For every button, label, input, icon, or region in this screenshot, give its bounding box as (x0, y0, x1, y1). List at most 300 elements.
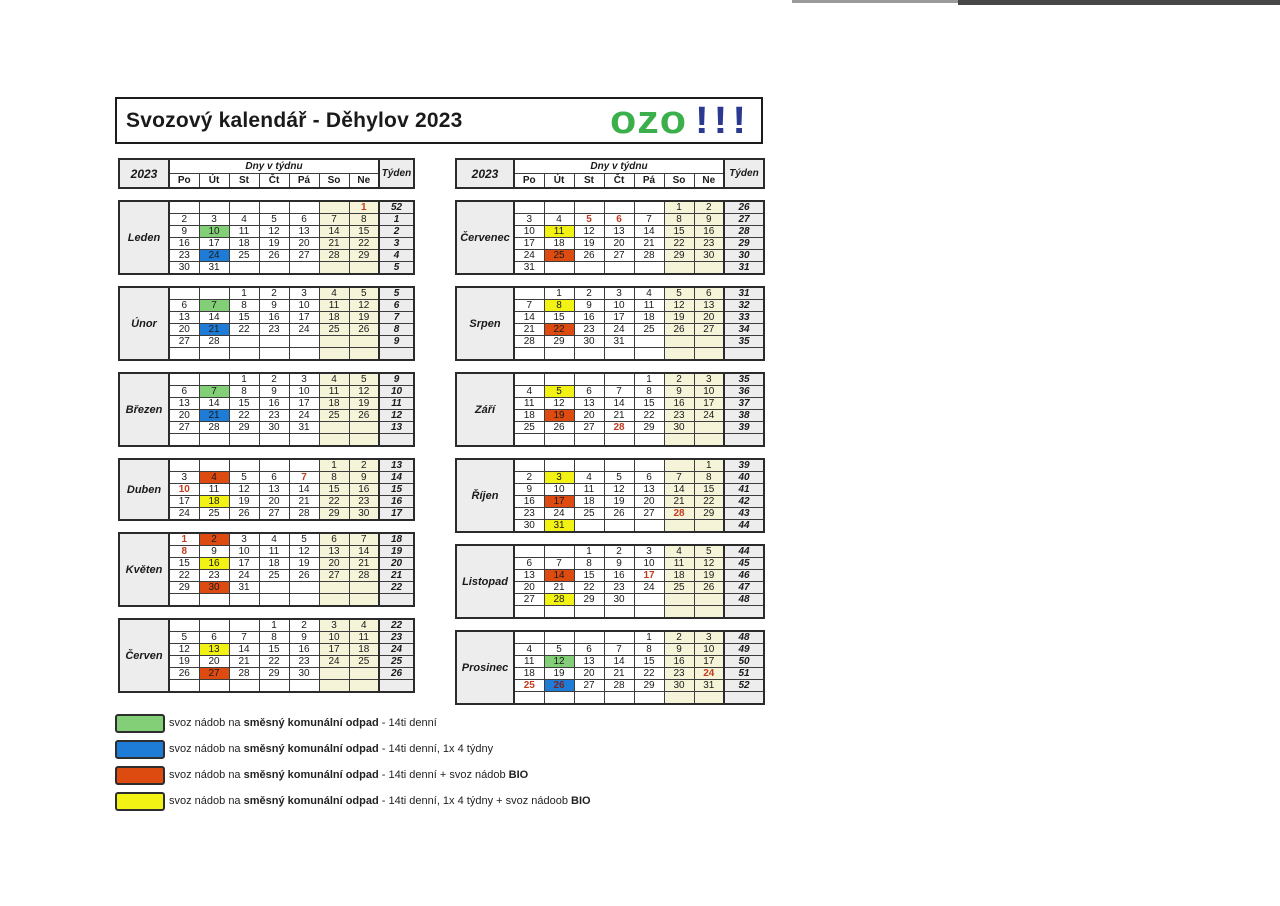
day-cell (694, 692, 724, 705)
day-cell: 23 (664, 410, 694, 422)
day-cell (289, 336, 319, 348)
month-name: Březen (119, 373, 169, 446)
day-cell: 1 (259, 619, 289, 632)
week-number (724, 692, 764, 705)
day-cell (514, 434, 544, 447)
day-cell: 21 (604, 668, 634, 680)
week-number: 9 (379, 373, 414, 386)
day-cell: 20 (199, 656, 229, 668)
day-cell (229, 680, 259, 693)
day-cell: 27 (259, 508, 289, 521)
day-cell (199, 434, 229, 447)
day-cell: 27 (514, 594, 544, 606)
day-cell: 8 (694, 472, 724, 484)
day-cell: 19 (349, 398, 379, 410)
day-cell: 4 (514, 644, 544, 656)
week-number: 52 (724, 680, 764, 692)
day-cell: 15 (349, 226, 379, 238)
day-cell: 20 (289, 238, 319, 250)
day-cell: 5 (169, 632, 199, 644)
day-cell: 23 (694, 238, 724, 250)
day-cell: 9 (514, 484, 544, 496)
day-cell (199, 594, 229, 607)
day-cell: 18 (349, 644, 379, 656)
day-cell: 3 (694, 373, 724, 386)
day-cell: 2 (664, 631, 694, 644)
day-cell (514, 373, 544, 386)
day-cell: 12 (694, 558, 724, 570)
week-number: 7 (379, 312, 414, 324)
day-cell: 11 (514, 398, 544, 410)
day-cell: 14 (199, 398, 229, 410)
day-cell: 1 (229, 287, 259, 300)
day-cell (514, 459, 544, 472)
day-cell: 25 (229, 250, 259, 262)
day-cell: 21 (604, 410, 634, 422)
day-cell: 9 (349, 472, 379, 484)
week-number: 1 (379, 214, 414, 226)
month-table-září (455, 372, 765, 447)
week-number: 34 (724, 324, 764, 336)
day-cell: 25 (514, 422, 544, 434)
day-cell: 7 (199, 300, 229, 312)
day-cell: 10 (604, 300, 634, 312)
day-cell: 29 (319, 508, 349, 521)
month-name: Únor (119, 287, 169, 360)
week-number: 44 (724, 545, 764, 558)
day-cell: 20 (319, 558, 349, 570)
day-cell: 4 (664, 545, 694, 558)
day-cell: 28 (319, 250, 349, 262)
day-cell: 2 (349, 459, 379, 472)
day-cell: 17 (634, 570, 664, 582)
day-cell: 3 (229, 533, 259, 546)
day-cell (229, 348, 259, 361)
day-cell (229, 459, 259, 472)
day-cell (574, 434, 604, 447)
calendar-column-right (455, 158, 765, 705)
day-cell: 17 (544, 496, 574, 508)
day-cell (634, 262, 664, 275)
day-cell: 24 (514, 250, 544, 262)
day-cell: 27 (604, 250, 634, 262)
day-cell (574, 373, 604, 386)
day-cell: 9 (259, 386, 289, 398)
day-cell: 4 (319, 373, 349, 386)
weekday-header: Po (514, 174, 544, 189)
day-cell: 4 (634, 287, 664, 300)
weekday-header: Ne (694, 174, 724, 189)
day-cell (229, 594, 259, 607)
week-number: 20 (379, 558, 414, 570)
day-cell: 31 (544, 520, 574, 533)
day-cell: 20 (574, 410, 604, 422)
day-cell: 26 (169, 668, 199, 680)
day-cell (544, 373, 574, 386)
day-cell: 5 (544, 386, 574, 398)
day-cell: 20 (634, 496, 664, 508)
day-cell: 6 (604, 214, 634, 226)
week-number (379, 594, 414, 607)
day-cell (169, 459, 199, 472)
weekday-header: Pá (634, 174, 664, 189)
day-cell: 13 (634, 484, 664, 496)
day-cell: 10 (694, 644, 724, 656)
day-cell (664, 594, 694, 606)
day-cell (514, 201, 544, 214)
day-cell: 11 (319, 386, 349, 398)
day-cell (574, 262, 604, 275)
week-number: 21 (379, 570, 414, 582)
week-number: 38 (724, 410, 764, 422)
day-cell: 17 (229, 558, 259, 570)
day-cell: 18 (319, 312, 349, 324)
day-cell (349, 582, 379, 594)
day-cell: 1 (634, 373, 664, 386)
day-cell: 25 (634, 324, 664, 336)
day-cell (574, 348, 604, 361)
day-cell: 9 (604, 558, 634, 570)
weekday-header: Čt (604, 174, 634, 189)
day-cell: 21 (634, 238, 664, 250)
day-cell: 12 (349, 300, 379, 312)
week-number (379, 348, 414, 361)
day-cell: 7 (289, 472, 319, 484)
day-cell: 1 (349, 201, 379, 214)
day-cell: 14 (349, 546, 379, 558)
day-cell: 1 (169, 533, 199, 546)
column-header-table (455, 158, 765, 189)
day-cell (514, 692, 544, 705)
day-cell: 15 (634, 656, 664, 668)
month-table-červenec (455, 200, 765, 275)
day-cell (349, 422, 379, 434)
week-number: 19 (379, 546, 414, 558)
day-cell (349, 262, 379, 275)
legend-text: svoz nádob na směsný komunální odpad - 14ti denní, 1x 4 týdny + svoz nádoob BIO (169, 795, 591, 807)
week-number: 13 (379, 422, 414, 434)
day-cell: 4 (574, 472, 604, 484)
day-cell (259, 201, 289, 214)
day-cell: 16 (199, 558, 229, 570)
day-cell: 7 (604, 644, 634, 656)
day-cell: 16 (514, 496, 544, 508)
weekday-header: So (664, 174, 694, 189)
week-number: 4 (379, 250, 414, 262)
day-cell: 11 (319, 300, 349, 312)
day-cell: 1 (574, 545, 604, 558)
day-cell: 26 (544, 422, 574, 434)
week-number: 22 (379, 619, 414, 632)
day-cell: 30 (169, 262, 199, 275)
day-cell (634, 348, 664, 361)
day-cell (289, 262, 319, 275)
day-cell: 23 (289, 656, 319, 668)
day-cell: 28 (514, 336, 544, 348)
month-name: Květen (119, 533, 169, 606)
day-cell: 13 (604, 226, 634, 238)
week-number: 10 (379, 386, 414, 398)
week-number: 26 (379, 668, 414, 680)
day-cell (544, 348, 574, 361)
day-cell: 5 (259, 214, 289, 226)
week-number: 28 (724, 226, 764, 238)
week-number: 3 (379, 238, 414, 250)
day-cell: 14 (289, 484, 319, 496)
day-cell: 7 (199, 386, 229, 398)
day-cell: 5 (229, 472, 259, 484)
day-cell: 25 (259, 570, 289, 582)
week-number: 42 (724, 496, 764, 508)
week-number: 39 (724, 422, 764, 434)
day-cell (544, 262, 574, 275)
day-cell (349, 680, 379, 693)
day-cell: 19 (544, 410, 574, 422)
day-cell: 7 (544, 558, 574, 570)
day-cell (229, 262, 259, 275)
day-cell: 13 (169, 398, 199, 410)
day-cell: 7 (634, 214, 664, 226)
day-cell (694, 520, 724, 533)
day-cell (694, 336, 724, 348)
day-cell: 22 (544, 324, 574, 336)
day-cell (544, 692, 574, 705)
day-cell: 29 (229, 422, 259, 434)
day-cell: 1 (544, 287, 574, 300)
week-number: 5 (379, 262, 414, 275)
month-table-srpen (455, 286, 765, 361)
day-cell: 18 (574, 496, 604, 508)
day-cell: 24 (289, 410, 319, 422)
day-cell: 30 (289, 668, 319, 680)
day-cell: 7 (319, 214, 349, 226)
week-number: 16 (379, 496, 414, 508)
day-cell (169, 434, 199, 447)
day-cell (604, 373, 634, 386)
day-cell: 11 (514, 656, 544, 668)
day-cell: 3 (694, 631, 724, 644)
week-number: 27 (724, 214, 764, 226)
day-cell: 9 (199, 546, 229, 558)
week-number: 29 (724, 238, 764, 250)
day-cell: 7 (349, 533, 379, 546)
day-cell: 17 (289, 312, 319, 324)
day-cell: 9 (289, 632, 319, 644)
day-cell (319, 422, 349, 434)
week-column-label: Týden (379, 159, 414, 188)
day-cell: 17 (319, 644, 349, 656)
day-cell (664, 520, 694, 533)
day-cell (199, 373, 229, 386)
day-cell: 24 (289, 324, 319, 336)
legend-swatch-yellow (115, 792, 165, 811)
day-cell: 30 (694, 250, 724, 262)
day-cell: 5 (349, 287, 379, 300)
day-cell (634, 434, 664, 447)
day-cell: 29 (259, 668, 289, 680)
day-cell: 10 (319, 632, 349, 644)
day-cell: 8 (229, 300, 259, 312)
day-cell: 20 (514, 582, 544, 594)
day-cell: 22 (694, 496, 724, 508)
day-cell: 6 (169, 386, 199, 398)
day-cell: 16 (694, 226, 724, 238)
day-cell: 24 (319, 656, 349, 668)
day-cell (259, 348, 289, 361)
day-cell: 5 (694, 545, 724, 558)
day-cell: 28 (199, 422, 229, 434)
month-name: Srpen (456, 287, 514, 360)
day-cell (604, 459, 634, 472)
day-cell: 29 (694, 508, 724, 520)
week-column-label: Týden (724, 159, 764, 188)
day-cell (169, 373, 199, 386)
day-cell: 24 (544, 508, 574, 520)
week-number (379, 434, 414, 447)
day-cell (259, 262, 289, 275)
day-cell: 6 (319, 533, 349, 546)
day-cell: 6 (514, 558, 544, 570)
day-cell (664, 692, 694, 705)
day-cell: 17 (694, 398, 724, 410)
day-cell: 8 (259, 632, 289, 644)
day-cell: 22 (259, 656, 289, 668)
day-cell (169, 619, 199, 632)
month-table-červen (118, 618, 415, 693)
day-cell: 28 (604, 422, 634, 434)
week-number: 32 (724, 300, 764, 312)
weekday-header: Po (169, 174, 199, 189)
day-cell (574, 520, 604, 533)
week-number: 37 (724, 398, 764, 410)
days-caption: Dny v týdnu (514, 159, 724, 174)
day-cell: 26 (574, 250, 604, 262)
month-name: Červenec (456, 201, 514, 274)
day-cell: 26 (289, 570, 319, 582)
week-number: 11 (379, 398, 414, 410)
ozo-logo-text: ozo (609, 97, 688, 143)
day-cell: 18 (319, 398, 349, 410)
day-cell: 30 (604, 594, 634, 606)
week-number: 39 (724, 459, 764, 472)
month-name: Listopad (456, 545, 514, 618)
day-cell: 1 (664, 201, 694, 214)
day-cell: 27 (199, 668, 229, 680)
day-cell: 20 (694, 312, 724, 324)
day-cell (574, 692, 604, 705)
day-cell: 15 (544, 312, 574, 324)
day-cell (199, 348, 229, 361)
day-cell: 2 (259, 287, 289, 300)
day-cell (169, 594, 199, 607)
day-cell (229, 434, 259, 447)
day-cell: 5 (349, 373, 379, 386)
week-number: 15 (379, 484, 414, 496)
day-cell: 17 (199, 238, 229, 250)
day-cell: 9 (694, 214, 724, 226)
day-cell (604, 201, 634, 214)
day-cell: 26 (349, 324, 379, 336)
day-cell: 22 (169, 570, 199, 582)
day-cell (514, 287, 544, 300)
day-cell: 2 (694, 201, 724, 214)
day-cell: 30 (514, 520, 544, 533)
day-cell (574, 631, 604, 644)
day-cell: 13 (169, 312, 199, 324)
day-cell: 6 (694, 287, 724, 300)
day-cell: 4 (259, 533, 289, 546)
day-cell (169, 201, 199, 214)
day-cell: 6 (259, 472, 289, 484)
day-cell: 18 (514, 410, 544, 422)
day-cell: 14 (544, 570, 574, 582)
day-cell (169, 680, 199, 693)
day-cell: 12 (289, 546, 319, 558)
day-cell: 14 (229, 644, 259, 656)
day-cell: 19 (259, 238, 289, 250)
legend-item (115, 788, 591, 814)
day-cell: 29 (169, 582, 199, 594)
day-cell (694, 606, 724, 619)
day-cell (349, 594, 379, 607)
month-table-říjen (455, 458, 765, 533)
month-table-leden (118, 200, 415, 275)
month-table-únor (118, 286, 415, 361)
day-cell (199, 619, 229, 632)
day-cell (694, 594, 724, 606)
day-cell: 16 (349, 484, 379, 496)
day-cell (694, 422, 724, 434)
day-cell (199, 201, 229, 214)
day-cell: 18 (199, 496, 229, 508)
days-caption: Dny v týdnu (169, 159, 379, 174)
weekday-header: Čt (259, 174, 289, 189)
day-cell (169, 287, 199, 300)
day-cell: 2 (289, 619, 319, 632)
day-cell: 20 (604, 238, 634, 250)
day-cell (664, 336, 694, 348)
day-cell: 10 (634, 558, 664, 570)
legend-text: svoz nádob na směsný komunální odpad - 14ti denní + svoz nádob BIO (169, 769, 529, 781)
day-cell (289, 348, 319, 361)
day-cell: 14 (514, 312, 544, 324)
page-title: Svozový kalendář - Děhylov 2023 (126, 108, 463, 132)
day-cell: 11 (259, 546, 289, 558)
day-cell (349, 668, 379, 680)
day-cell: 10 (289, 386, 319, 398)
day-cell: 21 (289, 496, 319, 508)
day-cell (664, 434, 694, 447)
day-cell: 13 (199, 644, 229, 656)
day-cell: 27 (574, 422, 604, 434)
day-cell: 10 (289, 300, 319, 312)
day-cell: 23 (199, 570, 229, 582)
day-cell: 13 (574, 398, 604, 410)
day-cell (199, 459, 229, 472)
day-cell: 13 (289, 226, 319, 238)
day-cell: 1 (319, 459, 349, 472)
day-cell: 25 (514, 680, 544, 692)
day-cell: 3 (289, 287, 319, 300)
day-cell: 26 (604, 508, 634, 520)
day-cell: 26 (694, 582, 724, 594)
day-cell: 22 (634, 410, 664, 422)
day-cell: 16 (604, 570, 634, 582)
week-number: 8 (379, 324, 414, 336)
day-cell: 12 (574, 226, 604, 238)
day-cell (634, 201, 664, 214)
day-cell (289, 459, 319, 472)
